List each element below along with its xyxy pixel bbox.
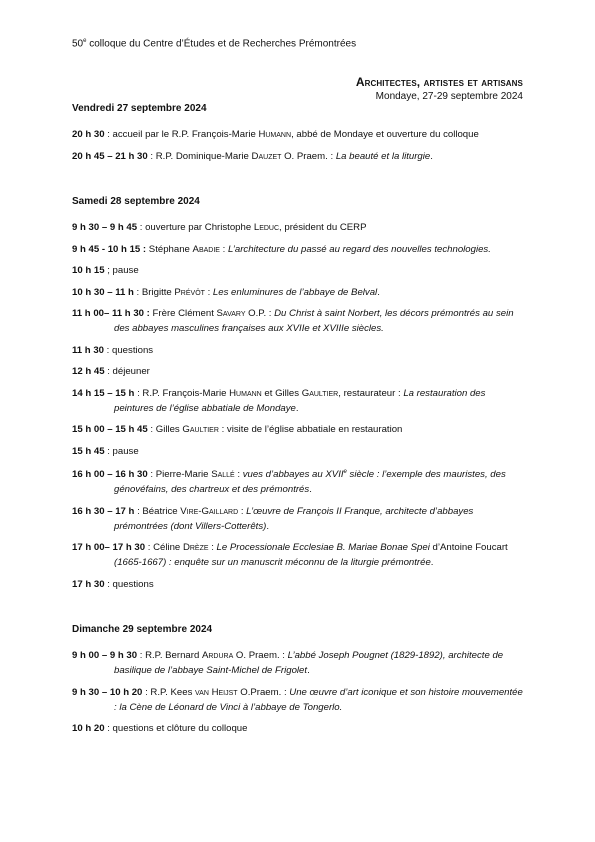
header-superscript: e	[83, 38, 87, 44]
schedule-text: : questions	[104, 344, 154, 356]
schedule-text: : accueil par le R.P. François-Marie	[107, 129, 259, 140]
title-block	[356, 75, 523, 102]
schedule-time: 20 h 30	[72, 129, 108, 140]
speaker-name: Vire-Gaillard	[180, 505, 239, 517]
superscript: e	[343, 469, 347, 475]
schedule-text: Frère Clément	[152, 308, 217, 319]
schedule-item	[72, 721, 524, 736]
schedule-item	[72, 127, 524, 142]
schedule-time: 9 h 30 – 9 h 45	[72, 222, 140, 233]
schedule-item	[72, 465, 524, 497]
schedule-text: : Pierre-Marie	[150, 469, 212, 481]
talk-title: vues d’abbayes au XVII	[242, 469, 344, 481]
schedule-item	[72, 444, 524, 459]
schedule-text: :	[238, 505, 247, 517]
schedule-text: : déjeuner	[107, 366, 150, 377]
page-header	[72, 38, 356, 49]
schedule-text: : R.P. Dominique-Marie	[150, 150, 252, 162]
talk-title: La beauté et la liturgie	[335, 150, 431, 162]
speaker-name: Gaultier	[301, 387, 339, 399]
schedule-text: :	[234, 469, 243, 481]
schedule-text: O.P. :	[245, 308, 275, 319]
speaker-name: Abadie	[192, 243, 220, 255]
schedule-text: .	[430, 150, 433, 162]
schedule-text: : R.P. Bernard	[139, 650, 202, 662]
schedule-item	[72, 504, 524, 534]
schedule-time: 20 h 45 – 21 h 30	[72, 150, 151, 162]
speaker-name: Prévôt	[174, 286, 205, 298]
speaker-name: Sallé	[211, 469, 235, 481]
talk-title: L’abbé Joseph Pougnet (1829-1892), architecte de basilique de l’abbaye Saint-Michel de Frigolet	[114, 650, 504, 677]
schedule-text: , abbé de Mondaye et ouverture du colloque	[291, 129, 479, 140]
schedule-time: 17 h 30	[72, 578, 105, 590]
schedule-text: :	[219, 243, 228, 255]
speaker-name: Leduc	[253, 222, 280, 233]
schedule-text: et Gilles	[261, 387, 302, 399]
speaker-name: Gaultier	[182, 424, 219, 435]
schedule-item	[72, 285, 524, 300]
schedule-text: d’Antoine Foucart	[432, 542, 508, 554]
schedule-text: : questions	[104, 578, 154, 590]
speaker-name: Ardura	[201, 650, 234, 662]
schedule-text: :	[204, 286, 213, 298]
schedule-item	[72, 648, 524, 678]
speaker-name: Humann	[258, 129, 292, 140]
schedule-text: , restaurateur :	[338, 387, 404, 399]
schedule-text: .	[266, 520, 269, 532]
schedule-time: 12 h 45	[72, 366, 108, 377]
schedule-item	[72, 263, 524, 278]
schedule-time: 16 h 00 – 16 h 30	[72, 469, 151, 481]
talk-title: Une œuvre d’art iconique et son histoire mouvementée : la Cène de Léonard de Vinci à l’abbaye de Tongerlo.	[114, 686, 523, 713]
talk-title: (1665-1667) : enquête sur un manuscrit méconnu de la liturgie prémontrée	[114, 557, 431, 569]
schedule-time: 10 h 30 – 11 h	[72, 286, 137, 298]
schedule-time: 10 h 20	[72, 723, 108, 735]
schedule-text: : visite de l’église abbatiale en restauration	[218, 424, 403, 435]
schedule-item	[72, 242, 524, 257]
talk-title: La restauration des peintures de l’église abbatiale de Mondaye	[114, 387, 486, 414]
schedule-text: : R.P. Kees	[145, 686, 196, 698]
schedule-item	[72, 220, 524, 235]
schedule-text: Stéphane	[148, 243, 193, 255]
talk-title: siècle : l’exemple des mauristes, des génovéfains, des chartreux et des prémontrés	[114, 469, 506, 496]
schedule-item	[72, 386, 524, 416]
day-heading: Dimanche 29 septembre 2024	[72, 624, 213, 636]
schedule-time: 15 h 45	[72, 445, 105, 457]
schedule-time: 10 h 15	[72, 265, 105, 276]
talk-title: Le Processionale Ecclesiae B. Mariae Bonae Spei	[216, 542, 433, 554]
schedule-text: .	[309, 484, 312, 496]
schedule-time: 11 h 00– 11 h 30 :	[72, 308, 153, 319]
schedule-text: .	[307, 665, 310, 677]
schedule-text: O. Praem. :	[281, 150, 336, 162]
speaker-name: Dauzet	[251, 150, 282, 162]
schedule-time: 17 h 00– 17 h 30	[72, 542, 148, 554]
page-title: Architectes, artistes et artisans	[355, 75, 523, 89]
schedule-text: : questions et clôture du colloque	[107, 723, 248, 735]
program-content	[72, 103, 524, 743]
talk-title: Du Christ à saint Norbert, les décors prémontrés au sein des abbayes masculines françaises aux XVIIe et XVIIIe siècles.	[114, 308, 514, 334]
day-heading: Samedi 28 septembre 2024	[72, 196, 200, 207]
schedule-text: ; pause	[104, 265, 139, 276]
schedule-time: 11 h 30	[72, 344, 105, 356]
schedule-time: 9 h 30 – 10 h 20	[72, 686, 146, 698]
header-text: colloque du Centre d’Études et de Recherches Prémontrées	[86, 38, 357, 50]
schedule-text: :	[208, 542, 217, 554]
schedule-text: : Gilles	[150, 424, 183, 435]
schedule-text: O.Praem. :	[237, 686, 290, 698]
schedule-text: : pause	[104, 445, 139, 457]
schedule-time: 16 h 30 – 17 h	[72, 505, 138, 517]
schedule-text: .	[377, 286, 380, 298]
day-heading: Vendredi 27 septembre 2024	[72, 103, 207, 114]
schedule-time: 9 h 00 – 9 h 30	[72, 650, 140, 662]
schedule-item	[72, 685, 524, 715]
schedule-text: .	[430, 557, 434, 569]
speaker-name: van Heijst	[195, 686, 238, 698]
talk-title: Les enluminures de l’abbaye de Belval	[212, 286, 378, 298]
page-subtitle: Mondaye, 27-29 septembre 2024	[375, 91, 523, 102]
schedule-text: : Brigitte	[136, 286, 175, 298]
schedule-time: 9 h 45 - 10 h 15 :	[72, 243, 149, 255]
day-spacer	[72, 170, 524, 196]
talk-title: L’œuvre de François II Franque, architecte d’abbayes prémontrées (dont Villers-Cotterêts)	[114, 505, 474, 532]
schedule-item	[72, 422, 524, 437]
speaker-name: Humann	[229, 387, 262, 399]
schedule-text: O. Praem. :	[233, 650, 288, 662]
talk-title: L’architecture du passé au regard des nouvelles technologies.	[227, 243, 491, 255]
schedule-text: : Céline	[147, 542, 183, 554]
schedule-text: : Béatrice	[137, 505, 181, 517]
schedule-text: : ouverture par Christophe	[139, 222, 254, 233]
schedule-text: : R.P. François-Marie	[137, 387, 230, 399]
schedule-item	[72, 343, 524, 358]
header-number: 50	[72, 38, 84, 50]
schedule-item	[72, 364, 524, 379]
schedule-item	[72, 306, 524, 336]
schedule-text: , président du CERP	[279, 222, 367, 233]
speaker-name: Savary	[216, 308, 246, 319]
schedule-item	[72, 540, 524, 570]
schedule-item	[72, 149, 524, 164]
speaker-name: Drèze	[182, 542, 209, 554]
schedule-item	[72, 577, 524, 592]
schedule-time: 15 h 00 – 15 h 45	[72, 424, 151, 435]
schedule-text: .	[295, 402, 299, 414]
schedule-time: 14 h 15 – 15 h	[72, 387, 138, 399]
day-spacer	[72, 598, 524, 624]
